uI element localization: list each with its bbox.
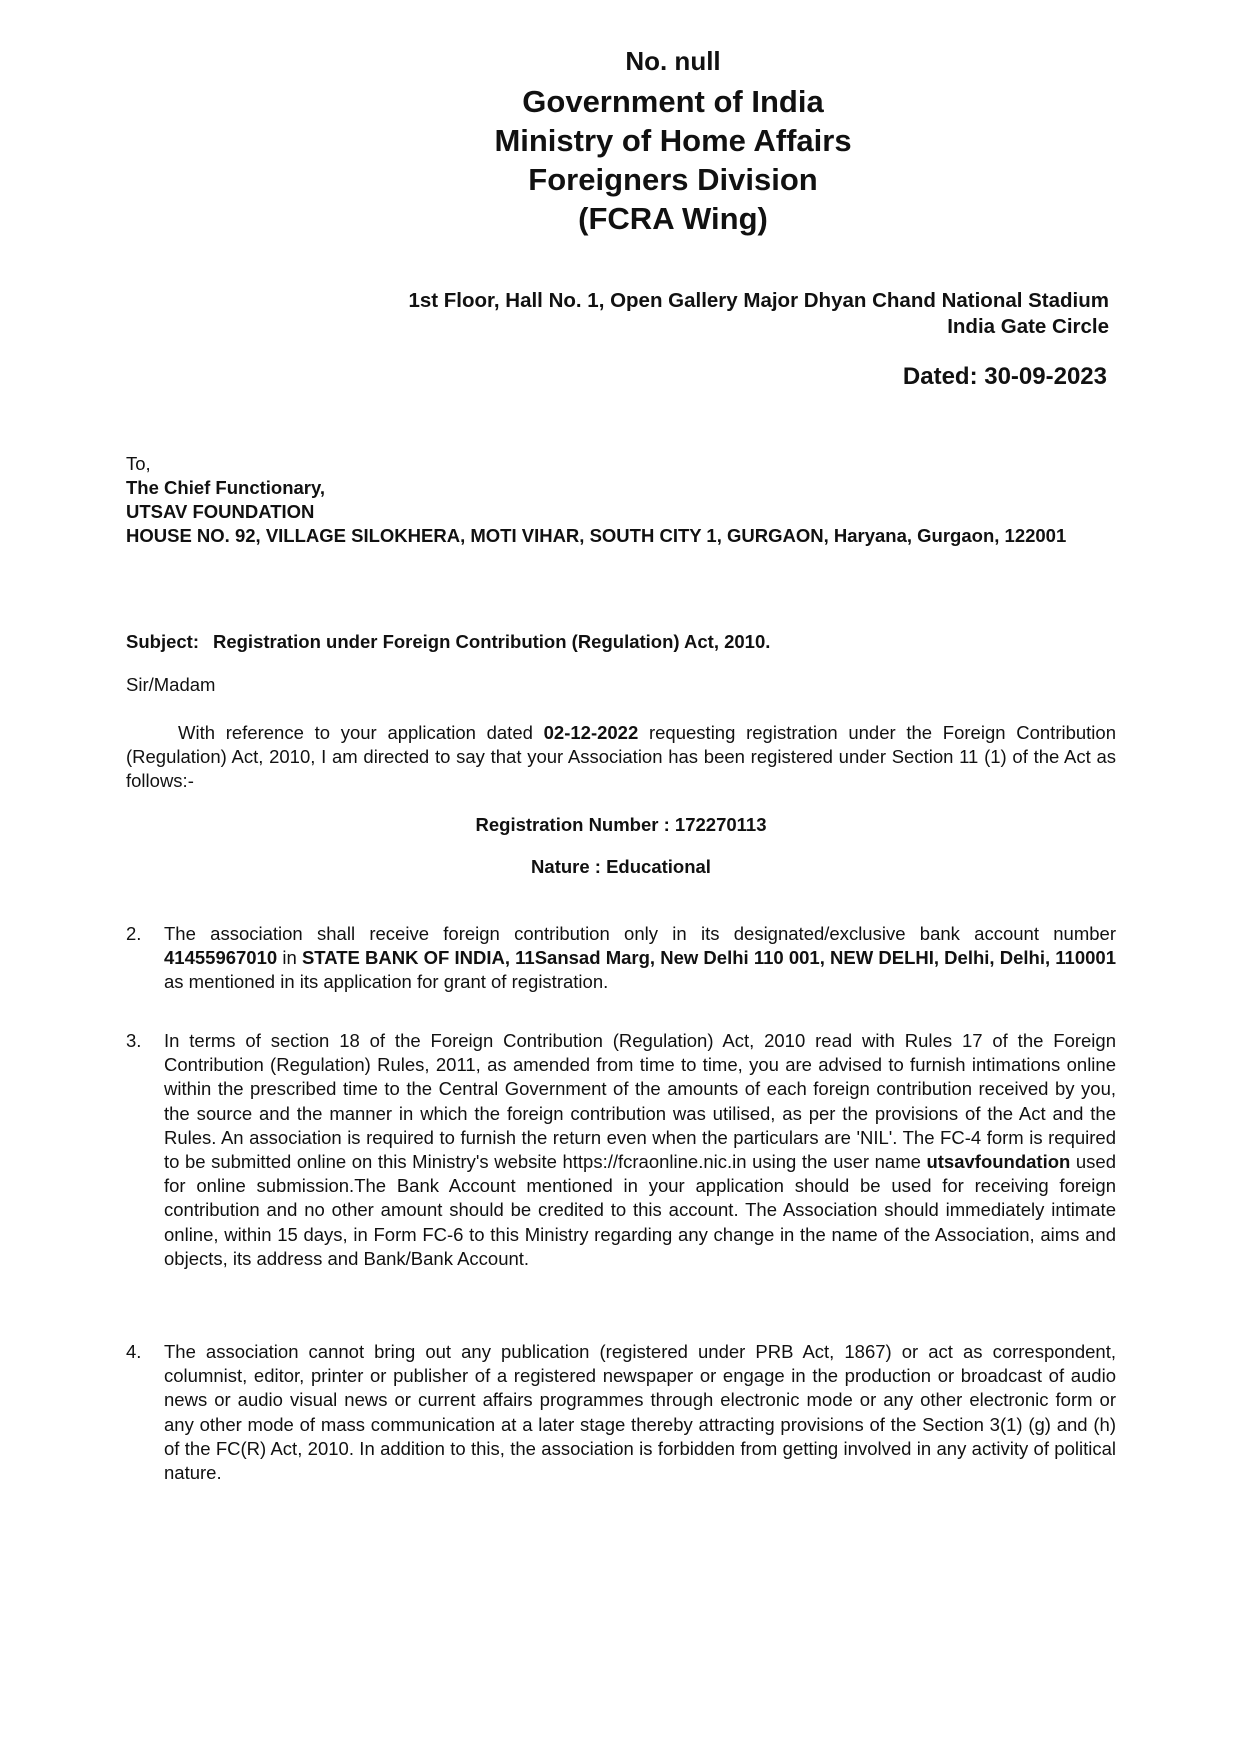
recipient-organization: UTSAV FOUNDATION <box>126 501 315 522</box>
bank-account-number: 41455967010 <box>164 947 278 969</box>
bank-name-address: STATE BANK OF INDIA, 11Sansad Marg, New Delhi 110 001, NEW DELHI, Delhi, Delhi, 110001 <box>301 947 1116 969</box>
clause-body: The association shall receive foreign contribution only in its designated/exclusive bank account number 41455967010 in STATE BANK OF INDIA, 11Sansad Marg, New Delhi 110 001, NEW DELHI, Delhi, Delhi, 110001 as mentioned in its application for grant of registration. <box>164 923 1116 993</box>
recipient-block <box>126 452 1116 548</box>
header-government: Government of India <box>522 84 824 119</box>
letterhead <box>473 40 873 238</box>
recipient-to: To, <box>126 453 151 474</box>
header-wing: (FCRA Wing) <box>578 201 768 236</box>
header-division: Foreigners Division <box>528 162 818 197</box>
clause-2 <box>126 922 1116 995</box>
registration-number: Registration Number : 172270113 <box>475 814 767 835</box>
clause-body: The association cannot bring out any publication (registered under PRB Act, 1867) or act as correspondent, columnist, editor, printer or publisher of a registered newspaper or engage in the production or broadcast of audio news or audio visual news or current affairs programmes through electronic mode or any other electronic form or any other mode of mass communication at a later stage thereby attracting provisions of the Section 3(1) (g) and (h) of the FC(R) Act, 2010. In addition to this, the association is forbidden from getting involved in any activity of political nature. <box>164 1341 1116 1484</box>
clause-3 <box>126 1029 1116 1271</box>
recipient-address: HOUSE NO. 92, VILLAGE SILOKHERA, MOTI VIHAR, SOUTH CITY 1, GURGAON, Haryana, Gurgaon, 122001 <box>126 525 1067 546</box>
header-ministry: Ministry of Home Affairs <box>494 123 852 158</box>
portal-username: utsavfoundation <box>926 1151 1071 1173</box>
subject-label: Subject: <box>126 631 199 652</box>
document-number: No. null <box>625 46 721 76</box>
application-date: 02-12-2022 <box>543 722 639 743</box>
subject-line <box>126 630 770 654</box>
subject-text: Registration under Foreign Contribution (Regulation) Act, 2010. <box>212 631 771 652</box>
clause-number: 4. <box>126 1341 142 1362</box>
nature-of-association: Nature : Educational <box>531 856 711 877</box>
office-address-line2: India Gate Circle <box>947 315 1109 338</box>
salutation: Sir/Madam <box>126 674 216 695</box>
clause-4 <box>126 1340 1116 1485</box>
office-address <box>408 288 1109 340</box>
date-line: Dated: 30-09-2023 <box>902 363 1107 390</box>
clause-number: 2. <box>126 923 142 944</box>
intro-paragraph: With reference to your application dated 02-12-2022 requesting registration under the Foreign Contribution (Regulation) Act, 2010, I am directed to say that your Association has been registered under Section 11 (1) of the Act as follows:- <box>126 722 1116 791</box>
recipient-title: The Chief Functionary, <box>126 477 326 498</box>
clause-body: In terms of section 18 of the Foreign Contribution (Regulation) Act, 2010 read with Rules 17 of the Foreign Contribution (Regulation) Rules, 2011, as amended from time to time, you are advised to furnish intimations online within the prescribed time to the Central Government of the amounts of each foreign contribution received by you, the source and the manner in which the foreign contribution was utilised, as per the provisions of the Act and the Rules. An association is required to furnish the return even when the particulars are 'NIL'. The FC-4 form is required to be submitted online on this Ministry's website https://fcraonline.nic.in using the user name utsavfoundation used for online submission.The Bank Account mentioned in your application should be used for receiving foreign contribution and no other amount should be credited to this account. The Association should immediately intimate online, within 15 days, in Form FC-6 to this Ministry regarding any change in the name of the Association, aims and objects, its address and Bank/Bank Account. <box>164 1030 1116 1269</box>
clause-number: 3. <box>126 1030 142 1051</box>
office-address-line1: 1st Floor, Hall No. 1, Open Gallery Major Dhyan Chand National Stadium <box>408 289 1109 312</box>
